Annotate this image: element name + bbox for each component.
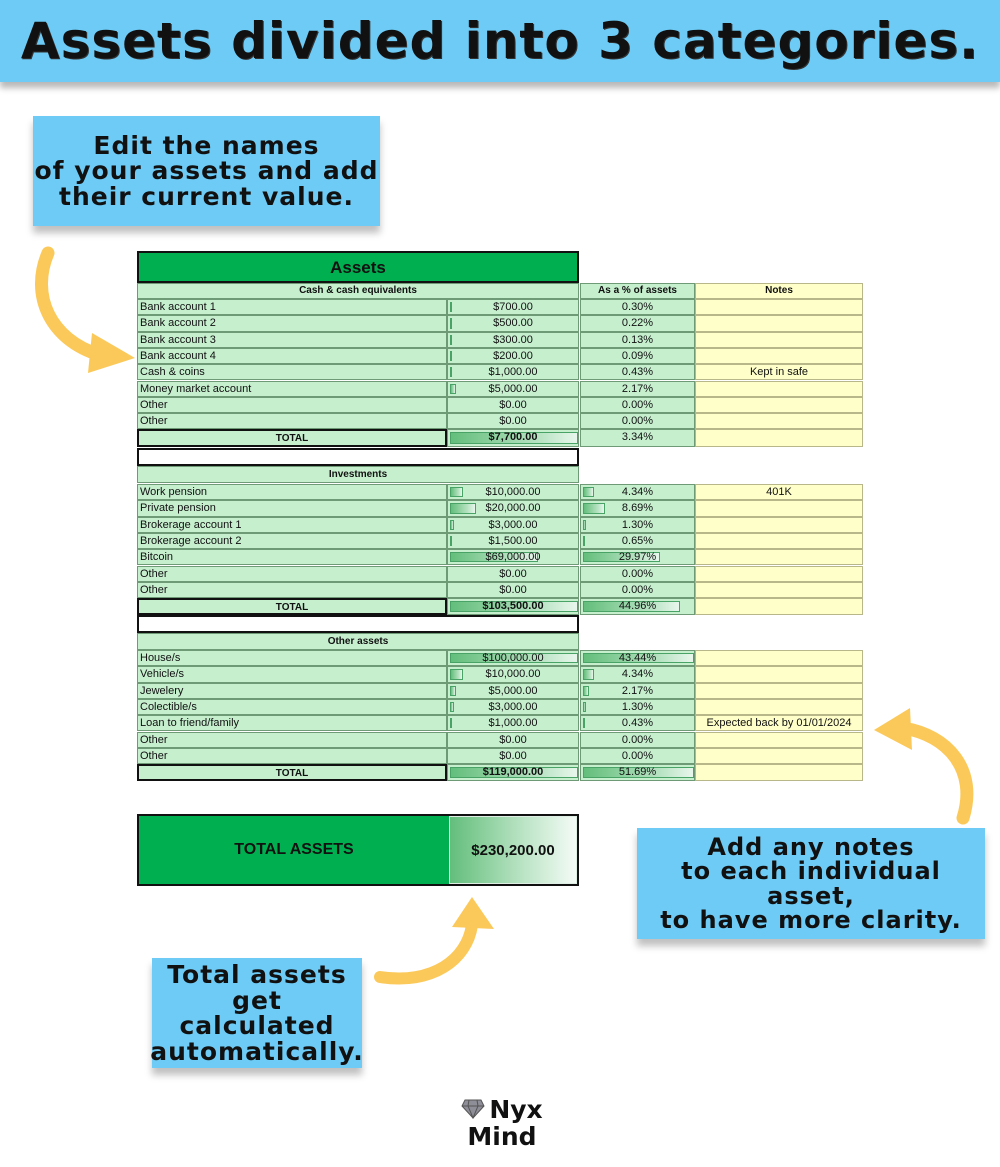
asset-value-cell[interactable] xyxy=(447,484,579,500)
section-total-value-text: $103,500.00 xyxy=(482,600,544,613)
asset-note-cell[interactable] xyxy=(695,533,863,549)
asset-pct-cell-text: 0.00% xyxy=(621,567,654,580)
asset-note-cell[interactable]: Kept in safe xyxy=(695,364,863,380)
asset-note-cell[interactable] xyxy=(695,732,863,748)
callout-line: get calculated xyxy=(179,985,335,1040)
asset-name-cell[interactable]: Other xyxy=(137,582,447,598)
section-total-note xyxy=(695,598,863,615)
curved-arrow-icon xyxy=(372,895,502,990)
asset-pct-cell xyxy=(580,699,695,715)
asset-note-cell[interactable] xyxy=(695,683,863,699)
asset-value-cell[interactable] xyxy=(447,381,579,397)
logo-text: Nyx xyxy=(489,1094,543,1124)
asset-pct-cell xyxy=(580,566,695,582)
logo-text: Mind xyxy=(467,1122,537,1151)
asset-pct-cell-text: 4.34% xyxy=(621,486,654,498)
asset-value-cell-text: $700.00 xyxy=(493,301,533,313)
asset-value-cell-text: $3,000.00 xyxy=(488,700,538,713)
asset-value-cell-text: $0.00 xyxy=(499,567,527,580)
section-total-note xyxy=(695,764,863,781)
asset-name-cell[interactable]: Other xyxy=(137,566,447,582)
section-total-pct: 3.34% xyxy=(580,429,695,446)
asset-pct-cell xyxy=(580,683,695,699)
curved-arrow-icon xyxy=(30,245,140,375)
asset-note-cell[interactable] xyxy=(695,517,863,533)
asset-pct-cell-text: 0.00% xyxy=(621,583,654,596)
asset-note-cell[interactable] xyxy=(695,413,863,429)
section-header: Cash & cash equivalents xyxy=(137,283,579,299)
asset-pct-cell xyxy=(580,650,695,666)
asset-note-cell[interactable] xyxy=(695,332,863,348)
blank-row xyxy=(137,448,579,466)
asset-note-cell[interactable] xyxy=(695,299,863,315)
asset-name-cell[interactable]: Money market account xyxy=(137,381,447,397)
asset-pct-cell: 0.22% xyxy=(580,315,695,331)
asset-value-cell-text: $20,000.00 xyxy=(485,502,541,515)
curved-arrow-icon xyxy=(868,700,978,825)
asset-value-cell[interactable] xyxy=(447,517,579,533)
brand-logo xyxy=(452,1095,552,1155)
asset-value-cell[interactable] xyxy=(447,715,579,731)
asset-pct-cell-text: 1.30% xyxy=(621,700,654,713)
asset-note-cell[interactable] xyxy=(695,381,863,397)
section-total-value-text: $119,000.00 xyxy=(482,766,544,779)
asset-value-cell[interactable] xyxy=(447,397,579,413)
asset-pct-cell-text: 29.97% xyxy=(618,551,657,564)
asset-pct-cell: 0.00% xyxy=(580,397,695,413)
asset-name-cell[interactable]: Jewelery xyxy=(137,683,447,699)
section-total-value xyxy=(447,429,579,446)
section-header: Other assets xyxy=(137,633,579,650)
diamond-icon xyxy=(461,1099,485,1119)
asset-value-cell[interactable] xyxy=(447,666,579,682)
asset-value-cell-text: $69,000.00 xyxy=(485,551,541,564)
asset-name-cell[interactable]: Work pension xyxy=(137,484,447,500)
asset-name-cell[interactable]: Private pension xyxy=(137,500,447,516)
asset-note-cell[interactable] xyxy=(695,566,863,582)
asset-note-cell[interactable] xyxy=(695,315,863,331)
asset-value-cell[interactable] xyxy=(447,549,579,565)
notes-column-header: Notes xyxy=(695,283,863,299)
asset-name-cell[interactable]: Other xyxy=(137,413,447,429)
asset-name-cell[interactable]: Vehicle/s xyxy=(137,666,447,682)
blank-row xyxy=(137,615,579,633)
asset-note-cell[interactable]: 401K xyxy=(695,484,863,500)
section-total-note xyxy=(695,429,863,446)
asset-value-cell-text: $5,000.00 xyxy=(488,382,538,395)
asset-value-cell-text: $0.00 xyxy=(499,749,527,762)
section-total-value xyxy=(447,598,579,615)
asset-value-cell[interactable] xyxy=(447,699,579,715)
asset-name-cell[interactable]: Brokerage account 1 xyxy=(137,517,447,533)
asset-value-cell[interactable] xyxy=(447,683,579,699)
asset-name-cell[interactable]: Bitcoin xyxy=(137,549,447,565)
asset-value-cell[interactable] xyxy=(447,299,579,315)
asset-value-cell-text: $0.00 xyxy=(499,398,527,411)
asset-name-cell[interactable]: Bank account 2 xyxy=(137,315,447,331)
asset-value-cell[interactable] xyxy=(447,748,579,764)
asset-value-cell[interactable] xyxy=(447,315,579,331)
asset-value-cell-text: $1,000.00 xyxy=(488,366,538,379)
asset-name-cell[interactable]: Cash & coins xyxy=(137,364,447,380)
asset-name-cell[interactable]: Other xyxy=(137,732,447,748)
asset-note-cell[interactable] xyxy=(695,748,863,764)
asset-pct-cell: 0.09% xyxy=(580,348,695,364)
asset-value-cell-text: $100,000.00 xyxy=(482,652,544,664)
asset-pct-cell xyxy=(580,666,695,682)
callout-line: Edit the names xyxy=(93,130,320,160)
section-total-pct-text: 51.69% xyxy=(618,766,657,779)
asset-note-cell[interactable] xyxy=(695,397,863,413)
asset-pct-cell-text: 43.44% xyxy=(618,652,657,664)
asset-pct-cell-text: 0.65% xyxy=(621,534,654,547)
asset-name-cell[interactable]: Other xyxy=(137,397,447,413)
asset-name-cell[interactable]: Bank account 1 xyxy=(137,299,447,315)
asset-value-cell[interactable] xyxy=(447,566,579,582)
asset-pct-cell xyxy=(580,517,695,533)
asset-pct-cell-text: 0.43% xyxy=(621,717,654,730)
asset-pct-cell-text: 8.69% xyxy=(621,502,654,515)
callout-add-notes xyxy=(637,828,985,939)
asset-value-cell[interactable] xyxy=(447,533,579,549)
asset-pct-cell xyxy=(580,748,695,764)
asset-pct-cell-text: 0.00% xyxy=(621,733,654,746)
callout-line: Add any notes xyxy=(707,832,915,861)
asset-name-cell[interactable]: Colectible/s xyxy=(137,699,447,715)
total-assets-value: $230,200.00 xyxy=(449,816,577,884)
section-total-value xyxy=(447,764,579,781)
asset-name-cell[interactable]: Bank account 4 xyxy=(137,348,447,364)
section-total-pct xyxy=(580,598,695,615)
asset-value-cell[interactable] xyxy=(447,332,579,348)
asset-name-cell[interactable]: Loan to friend/family xyxy=(137,715,447,731)
section-total-pct-text: 44.96% xyxy=(618,600,657,613)
page-title: Assets divided into 3 categories. xyxy=(20,12,980,70)
asset-note-cell[interactable] xyxy=(695,699,863,715)
asset-name-cell[interactable]: Brokerage account 2 xyxy=(137,533,447,549)
asset-pct-cell xyxy=(580,582,695,598)
total-assets-box xyxy=(137,814,579,886)
asset-note-cell[interactable] xyxy=(695,348,863,364)
asset-pct-cell-text: 1.30% xyxy=(621,518,654,531)
asset-value-cell-text: $5,000.00 xyxy=(488,684,538,697)
asset-value-cell-text: $10,000.00 xyxy=(485,486,541,498)
page-banner xyxy=(0,0,1000,82)
asset-pct-cell xyxy=(580,549,695,565)
callout-line: of your assets and add xyxy=(34,156,379,186)
asset-value-cell-text: $0.00 xyxy=(499,733,527,746)
section-total-pct xyxy=(580,764,695,781)
asset-note-cell[interactable] xyxy=(695,666,863,682)
asset-note-cell[interactable] xyxy=(695,500,863,516)
callout-total-auto xyxy=(152,958,362,1068)
total-assets-label: TOTAL ASSETS xyxy=(234,841,354,858)
asset-value-cell[interactable] xyxy=(447,582,579,598)
asset-value-cell[interactable] xyxy=(447,364,579,380)
asset-pct-cell: 2.17% xyxy=(580,381,695,397)
asset-value-cell[interactable] xyxy=(447,348,579,364)
asset-value-cell[interactable] xyxy=(447,500,579,516)
asset-name-cell[interactable]: House/s xyxy=(137,650,447,666)
asset-name-cell[interactable]: Other xyxy=(137,748,447,764)
callout-line: Total assets xyxy=(167,960,347,989)
asset-value-cell-text: $3,000.00 xyxy=(488,518,538,531)
asset-pct-cell xyxy=(580,533,695,549)
asset-pct-cell xyxy=(580,500,695,516)
section-total-value-text: $7,700.00 xyxy=(488,431,538,444)
asset-pct-cell: 0.30% xyxy=(580,299,695,315)
asset-pct-cell-text: 4.34% xyxy=(621,668,654,681)
asset-pct-cell-text: 0.00% xyxy=(621,749,654,762)
asset-value-cell-text: $0.00 xyxy=(499,415,527,428)
asset-value-cell[interactable] xyxy=(447,732,579,748)
asset-value-cell-text: $1,500.00 xyxy=(488,534,538,547)
asset-name-cell[interactable]: Bank account 3 xyxy=(137,332,447,348)
section-total-label: TOTAL xyxy=(137,598,447,615)
callout-line: their current value. xyxy=(59,181,354,211)
asset-value-cell-text: $1,000.00 xyxy=(488,717,538,730)
callout-edit-names xyxy=(33,116,380,226)
asset-pct-cell xyxy=(580,715,695,731)
callout-line: automatically. xyxy=(150,1036,364,1066)
pct-column-header: As a % of assets xyxy=(580,283,695,299)
asset-value-cell[interactable] xyxy=(447,413,579,429)
asset-pct-cell: 0.43% xyxy=(580,364,695,380)
asset-pct-cell xyxy=(580,732,695,748)
asset-value-cell-text: $500.00 xyxy=(493,317,533,330)
callout-line: to each individual asset, xyxy=(681,857,941,910)
asset-pct-cell xyxy=(580,484,695,500)
asset-note-cell[interactable] xyxy=(695,549,863,565)
asset-pct-cell: 0.13% xyxy=(580,332,695,348)
asset-value-cell-text: $300.00 xyxy=(493,333,533,346)
section-header: Investments xyxy=(137,466,579,483)
callout-line: to have more clarity. xyxy=(660,905,962,934)
section-total-label: TOTAL xyxy=(137,429,447,446)
asset-value-cell-text: $10,000.00 xyxy=(485,668,541,681)
asset-pct-cell-text: 2.17% xyxy=(621,684,654,697)
asset-value-cell-text: $0.00 xyxy=(499,583,527,596)
asset-value-cell-text: $200.00 xyxy=(493,349,533,362)
sheet-title: Assets xyxy=(137,251,579,283)
asset-note-cell[interactable] xyxy=(695,582,863,598)
asset-pct-cell: 0.00% xyxy=(580,413,695,429)
asset-note-cell[interactable]: Expected back by 01/01/2024 xyxy=(695,715,863,731)
asset-value-cell[interactable] xyxy=(447,650,579,666)
section-total-label: TOTAL xyxy=(137,764,447,781)
asset-note-cell[interactable] xyxy=(695,650,863,666)
